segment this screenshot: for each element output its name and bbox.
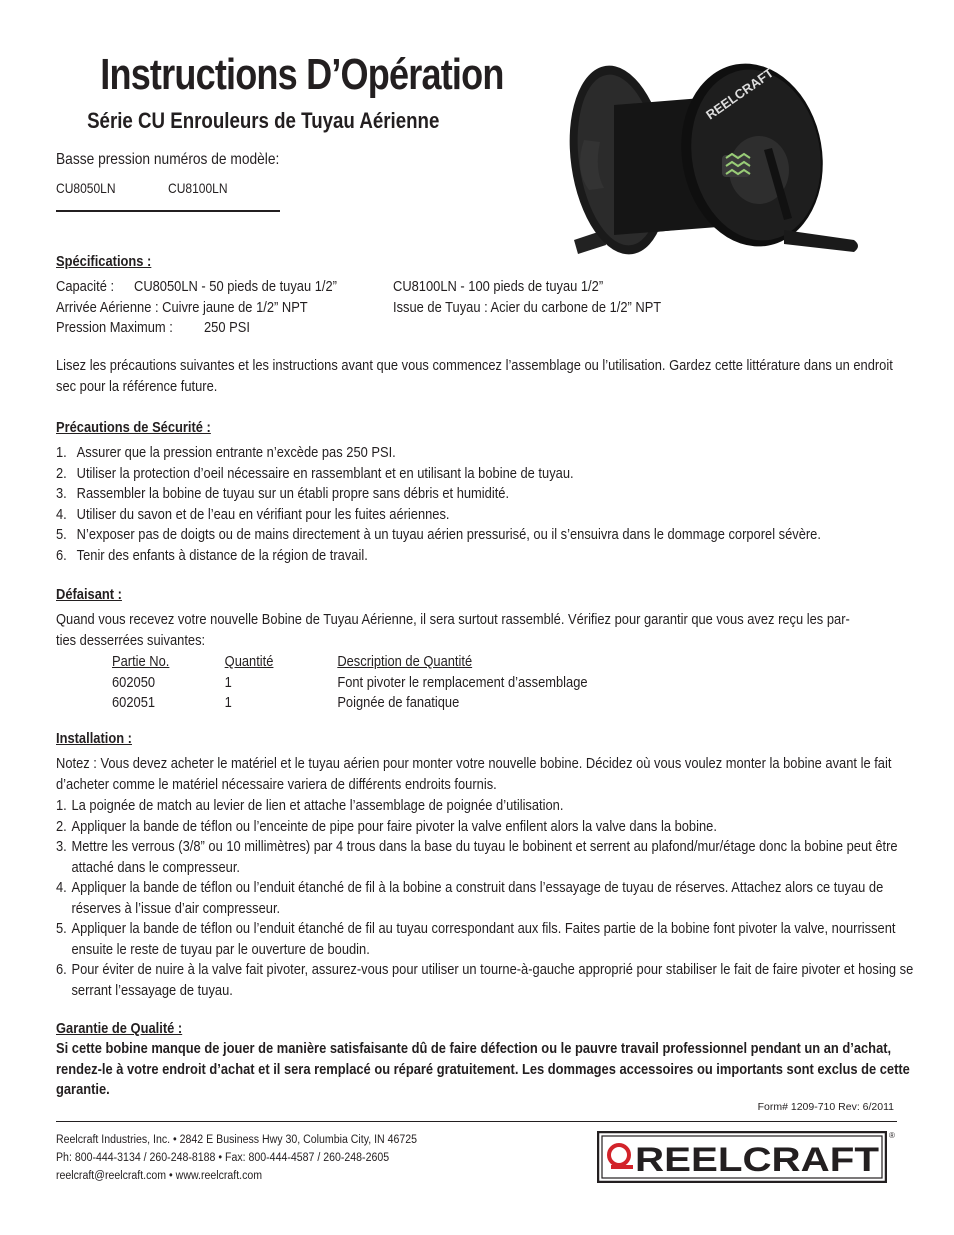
list-item: 1. Assurer que la pression entrante n’excède pas 250 PSI. [56, 444, 396, 461]
table-row: 602050 1 Font pivoter le remplacement d’assemblage [112, 673, 588, 691]
capacity-2: CU8100LN - 100 pieds de tuyau 1/2” [393, 278, 604, 295]
list-item: 2. Utiliser la protection d’oeil nécessaire en rassemblant et en utilisant la bobine de tuyau. [56, 464, 574, 482]
safety-list [56, 443, 916, 566]
page-title: Instructions D’Opération [100, 50, 504, 99]
unpacking-heading: Défaisant : [56, 586, 122, 603]
footer-contact [56, 1131, 417, 1185]
list-item: 2. Appliquer la bande de téflon ou l’enceinte de pipe pour faire pivoter la valve enfilent alors la valve dans la bobine. [56, 817, 717, 835]
intro-paragraph: Lisez les précautions suivantes et les instructions avant que vous commencez l’assemblage ou l’utilisation. Gardez cette littérature dans un endroit sec pour la référence future. [56, 357, 893, 395]
hose-reel-illustration [534, 60, 864, 290]
page-subtitle: Série CU Enrouleurs de Tuyau Aérienne [87, 108, 440, 133]
installation-note: Notez : Vous devez acheter le matériel et le tuyau aérien pour monter votre nouvelle bobine. Décidez où vous voulez monter la bobine avant le fait d’acheter comme le matériel nécessaire variera de différents endroits fournis. [56, 755, 892, 793]
reelcraft-logo [597, 1131, 887, 1183]
footer-divider [56, 1121, 897, 1122]
table-row: 602051 1 Poignée de fanatique [112, 694, 460, 711]
footer-address: Reelcraft Industries, Inc. • 2842 E Business Hwy 30, Columbia City, IN 46725 [56, 1134, 418, 1146]
logo-text: REELCRAFT [635, 1141, 880, 1179]
pressure-label: Pression Maximum : [56, 319, 173, 336]
specs-heading: Spécifications : [56, 253, 152, 270]
list-item: 4. Appliquer la bande de téflon ou l’enduit étanché de fil à la bobine a construit dans l’essayage de tuyau de réserves. Attachez alors ce tuyau de réserves à l’issue d’air compresseur. [56, 879, 884, 917]
outlet-spec: Issue de Tuyau : Acier du carbone de 1/2” NPT [393, 299, 662, 316]
registered-mark: ® [889, 1131, 895, 1140]
unpacking-text-line2: ties desserrées suivantes: [56, 632, 206, 649]
footer-web: reelcraft@reelcraft.com • www.reelcraft.com [56, 1170, 263, 1182]
reel-brand-text: REELCRAFT [703, 65, 777, 123]
installation-list [56, 796, 916, 1001]
warranty-text: Si cette bobine manque de jouer de manière satisfaisante dû de faire défection ou le pauvre travail professionnel pendant un an d’achat, rendez-le à votre endroit d’achat et il sera remplacé ou réparé gratuitement. Les dommages accessoires ou importants sont exclus de cette garantie. [56, 1040, 910, 1098]
list-item: 4. Utiliser du savon et de l’eau en vérifiant pour les fuites aériennes. [56, 505, 450, 523]
model-intro: Basse pression numéros de modèle: [56, 151, 280, 168]
footer-phone: Ph: 800-444-3134 / 260-248-8188 • Fax: 800-444-4587 / 260-248-2605 [56, 1152, 390, 1164]
list-item: 3. Mettre les verrous (3/8” ou 10 millimètres) par 4 trous dans la base du tuyau le bobinent et serrent au plafond/mur/étage donc la bobine peut être attaché dans le compresseur. [56, 838, 898, 876]
installation-heading: Installation : [56, 730, 132, 747]
parts-table [112, 652, 588, 714]
list-item: 1. La poignée de match au levier de lien et attache l’assemblage de poignée d’utilisation. [56, 797, 564, 814]
warranty-heading: Garantie de Qualité : [56, 1020, 183, 1037]
list-item: 5. N’exposer pas de doigts ou de mains directement à un tuyau aérien pressurisé, ou il s’ensuivra dans le dommage corporel sévère. [56, 526, 821, 543]
form-number: Form# 1209-710 Rev: 6/2011 [757, 1101, 894, 1113]
list-item: 3. Rassembler la bobine de tuyau sur un établi propre sans débris et humidité. [56, 485, 510, 502]
safety-heading: Précautions de Sécurité : [56, 419, 211, 436]
table-header: Partie No. Quantité Description de Quantité [112, 653, 473, 670]
pressure-value: 250 PSI [204, 319, 250, 336]
capacity-1: CU8050LN - 50 pieds de tuyau 1/2” [134, 278, 337, 295]
model-number-1: CU8050LN [56, 180, 116, 196]
capacity-label: Capacité : [56, 278, 115, 295]
title-divider [56, 210, 280, 212]
inlet-spec: Arrivée Aérienne : Cuivre jaune de 1/2” NPT [56, 299, 308, 316]
list-item: 6. Pour éviter de nuire à la valve fait pivoter, assurez-vous pour utiliser un tourne-à-gauche approprié pour stabiliser le fait de faire pivoter et hosing se serrant l’essayage de tuyau. [56, 961, 914, 999]
list-item: 6. Tenir des enfants à distance de la région de travail. [56, 546, 368, 564]
list-item: 5. Appliquer la bande de téflon ou l’enduit étanché de fil au tuyau correspondant aux fils. Faites partie de la bobine font pivoter la valve, nourrissent ensuite le reste de tuyau par le ouverture de boudin. [56, 920, 896, 958]
unpacking-text-line1: Quand vous recevez votre nouvelle Bobine de Tuyau Aérienne, il sera surtout rassemblé. Vérifiez pour garantir que vous avez reçu les par- [56, 611, 850, 628]
model-number-2: CU8100LN [168, 180, 228, 196]
